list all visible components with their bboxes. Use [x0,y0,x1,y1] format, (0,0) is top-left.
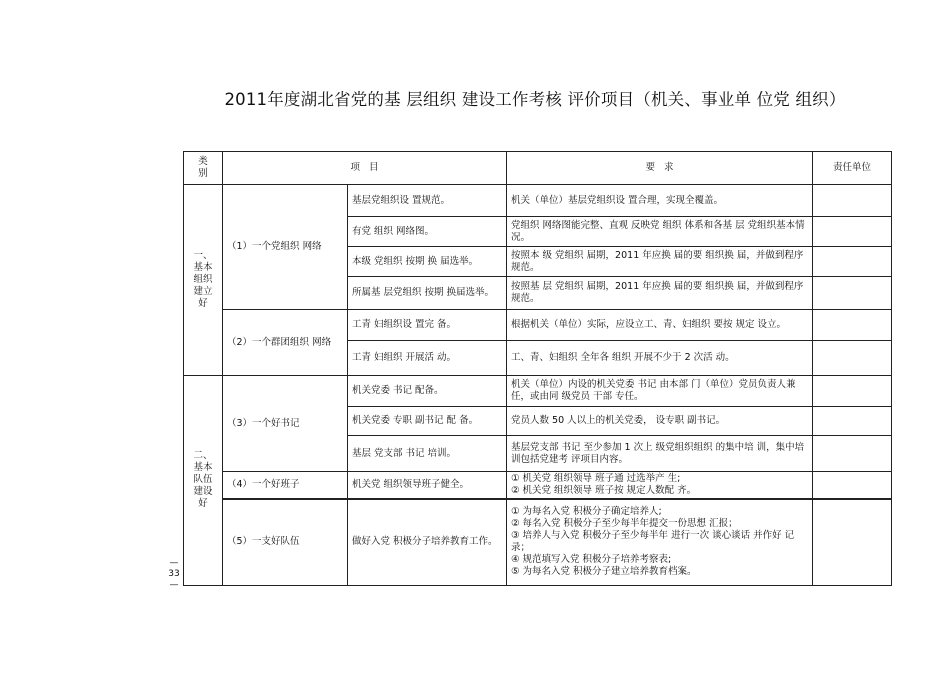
header-item: 项 目 [223,152,507,185]
requirement-line: ⑤ 为每名入党 积极分子建立培养教育档案。 [511,566,697,578]
table-row [184,376,892,407]
page-number [167,558,181,591]
requirement-cell: 党员人数 50 人以上的机关党委， 设专职 副书记。 [507,407,813,436]
requirement-line: ④ 规范填写入党 积极分子培养考察表; [511,554,672,566]
responsible-cell [813,341,892,376]
table-header-row [184,152,892,185]
category-cell: 二、 基本 队伍 建设 好 [184,376,223,586]
requirement-line: ③ 培养人与入党 积极分子至少每半年 进行一次 谈心谈话 并作好 记录； [511,530,795,554]
table-row [184,472,892,500]
requirement-cell: 党组织 网络图能完整、直观 反映党 组织 体系和各基 层 党组织基本情况。 [507,217,813,247]
item-cell: 工青 妇组织 开展活 动。 [348,341,507,376]
table-row [184,310,892,341]
item-cell: 基层党组织设 置规范。 [348,185,507,217]
item-cell: 所属基 层党组织 按期 换届选举。 [348,277,507,310]
item-cell: 机关党委 书记 配备。 [348,376,507,407]
requirement-line: ② 每名入党 积极分子至少每半年提交一份思想 汇报； [511,518,738,530]
item-cell: 机关党 组织领导班子健全。 [348,472,507,500]
evaluation-table [183,151,892,586]
requirement-cell: 按照基 层 党组织 届期，2011 年应换 届的要 组织换 届，并做到程序 规范。 [507,277,813,310]
page-number-dash-bottom: — [169,580,179,590]
table-row [184,499,892,585]
header-responsible: 责任单位 [813,152,892,185]
requirement-cell: 机关（单位）内设的机关党委 书记 由本部 门（单位）党员负责人兼任，或由同 级党员 干部 专任。 [507,376,813,407]
responsible-cell [813,499,892,585]
responsible-cell [813,376,892,407]
item-cell: 工青 妇组织设 置完 备。 [348,310,507,341]
group-label: （2）一个群团组织 网络 [223,310,348,376]
page-number-value: 33 [168,569,180,579]
item-cell: 机关党委 专职 副书记 配 备。 [348,407,507,436]
page-title: 2011年度湖北省党的基 层组织 建设工作考核 评价项目（机关、事业单 位党 组织） [224,90,846,109]
group-label: （3）一个好书记 [223,376,348,472]
responsible-cell [813,436,892,472]
requirement-cell: 机关（单位）基层党组织设 置合理，实现全覆盖。 [507,185,813,217]
header-requirement: 要 求 [507,152,813,185]
group-label: （4）一个好班子 [223,472,348,500]
requirement-cell [507,499,813,585]
requirement-line: ① 为每名入党 积极分子确定培养人; [511,506,662,518]
group-label: （5）一支好队伍 [223,499,348,585]
responsible-cell [813,217,892,247]
requirement-cell: 按照本 级 党组织 届期，2011 年应换 届的要 组织换 届，并做到程序 规范。 [507,247,813,277]
page-number-dash-top: — [169,558,179,568]
requirement-cell [507,472,813,500]
responsible-cell [813,277,892,310]
responsible-cell [813,247,892,277]
responsible-cell [813,407,892,436]
header-category: 类 别 [184,152,223,185]
item-cell: 本级 党组织 按期 换 届选举。 [348,247,507,277]
responsible-cell [813,310,892,341]
item-cell: 做好入党 积极分子培养教育工作。 [348,499,507,585]
responsible-cell [813,472,892,500]
group-label: （1）一个党组织 网络 [223,185,348,310]
requirement-cell: 基层党支部 书记 至少参加 1 次上 级党组织组织 的集中培 训，集中培 训包括党建考 评项目内容。 [507,436,813,472]
item-cell: 有党 组织 网络图。 [348,217,507,247]
responsible-cell [813,185,892,217]
requirement-line: ② 机关党 组织领导 班子按 规定人数配 齐。 [511,485,697,496]
table-row [184,185,892,217]
requirement-cell: 工、青、妇组织 全年各 组织 开展不少于 2 次活 动。 [507,341,813,376]
category-cell: 一、 基本 组织 建立 好 [184,185,223,376]
item-cell: 基层 党支部 书记 培训。 [348,436,507,472]
requirement-cell: 根据机关（单位）实际，应设立工、青、妇组织 要按 规定 设立。 [507,310,813,341]
requirement-line: ① 机关党 组织领导 班子通 过选举产 生; [511,473,681,484]
